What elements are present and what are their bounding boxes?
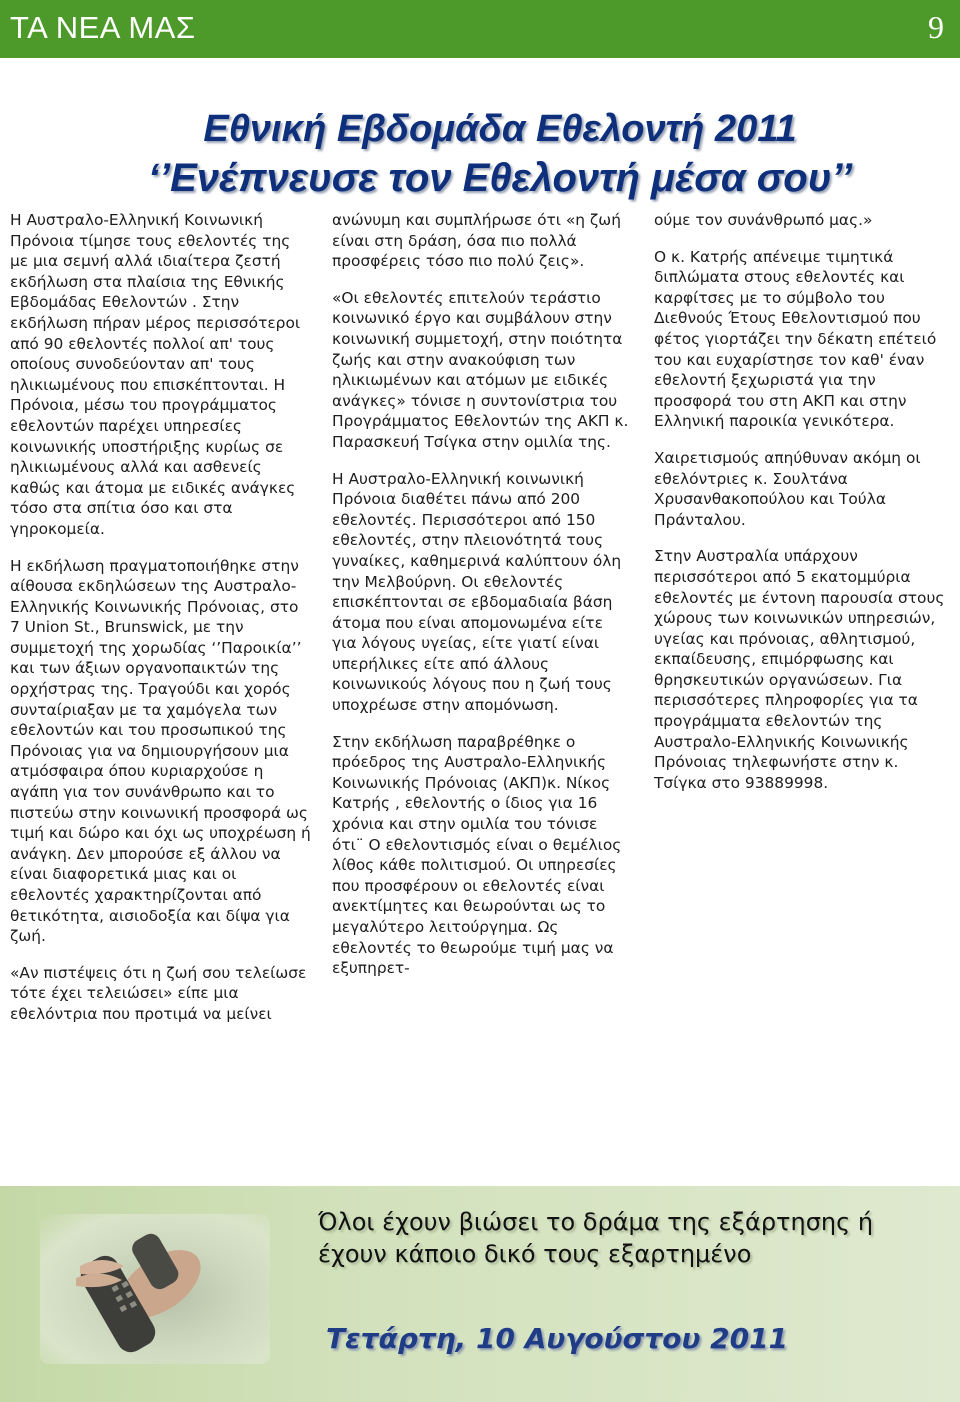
paragraph: Ο κ. Κατρής απένειμε τιμητικά διπλώματα στους εθελοντές και καρφίτσες με το σύμβολο του Διεθνούς Έτους Εθελοντισμού που φέτος γιορτάζει την δέκατη επέτειό του και ευχαρίστησε τον καθ' έναν εθελοντή ξεχωριστά για την προσφορά του στη ΑΚΠ και στην Ελληνική παροικία γενικότερα. [654,247,937,431]
banner-headline-line-2: έχουν κάποιο δικό τους εξαρτημένο [318,1240,752,1268]
article-column-1 [10,210,312,1041]
paragraph: Η εκδήλωση πραγματοποιήθηκε στην αίθουσα εκδηλώσεων της Αυστραλο-Ελληνικής Κοινωνικής Πρόνοιας, στο 7 Union St., Brunswick, με την συμμετοχή της χορωδίας ‘’Παροικία’’ και των άξιων οργανοπαικτών της ορχήστρας της. Τραγούδι και χορός συνταίριαξαν με τα χαμόγελα των εθελοντών και του προσωπικού της Πρόνοιας για να δημιουργήσουν μια ατμόσφαιρα όπου κυριαρχούσε η αγάπη για τον συνάνθρωπο και το πιστεύω στην κοινωνική προσφορά ως τιμή και δώρο και όχι ως υποχρέωση ή ανάγκη. Δεν μπορούσε εξ άλλου να είναι διαφορετικά μιας και οι εθελοντές χαρακτηρίζονται από θετικότητα, αισιοδοξία και δίψα για ζωή. [10,556,311,946]
article-subheadline: ‘’Ενέπνευσε τον Εθελοντή μέσα σου’’ [147,156,853,200]
article-column-3 [654,210,950,809]
paragraph: ανώνυμη και συμπλήρωσε ότι «η ζωή είναι στη δράση, όσα πιο πολλά προσφέρεις τόσο πιο πολύ ζεις». [332,211,621,271]
paragraph: «Οι εθελοντές επιτελούν τεράστιο κοινωνικό έργο και συμβάλουν στην κοινωνική συμμετοχή, στην ποιότητα ζωής και στην ανακούφιση των ηλικιωμένων και ατόμων με ειδικές ανάγκες» τόνισε η συντονίστρια του Προγράμματος Εθελοντών της ΑΚΠ κ. Παρασκευή Τσίγκα στην ομιλία της. [332,288,629,451]
article-column-2 [332,210,632,995]
banner-headline-line-1: Όλοι έχουν βιώσει το δράμα της εξάρτησης ή [318,1208,874,1236]
section-header-bar [0,0,960,58]
paragraph: Η Αυστραλο-Ελληνική κοινωνική Πρόνοια διαθέτει πάνω από 200 εθελοντές. Περισσότεροι από 150 εθελοντές, στην πλειονότητά τους γυναίκες, καθημερινά καλύπτουν όλη την Μελβούρνη. Οι εθελοντές επισκέπτονται σε εβδομαδιαία βάση άτομα που είναι απομονωμένα είτε για λόγους υγείας, είτε γιατί είναι υπερήλικες είτε από άλλους κοινωνικούς λόγους που η ζωή τους υποχρέωσε στην απομόνωση. [332,469,622,715]
paragraph: Στην εκδήλωση παραβρέθηκε ο πρόεδρος της Αυστραλο-Ελληνικής Κοινωνικής Πρόνοιας (ΑΚΠ)κ. Νίκος Κατρής , εθελοντής ο ίδιος για 16 χρόνια και στην ομιλία του τόνισε ότι¨ Ο εθελοντισμός είναι ο θεμέλιος λίθος κάθε πολιτισμού. Οι υπηρεσίες που προσφέρουν οι εθελοντές είναι ανεκτίμητες και θεωρούνται ως το μεγαλύτερο λειτούργημα. Ως εθελοντές το θεωρούμε τιμή μας να εξυπηρετ- [332,732,622,978]
paragraph: ούμε τον συνάνθρωπό μας.» [654,211,873,229]
banner-date: Τετάρτη, 10 Αυγούστου 2011 [326,1322,789,1355]
paragraph: Στην Αυστραλία υπάρχουν περισσότεροι από 5 εκατομμύρια εθελοντές με έντονη παρουσία στους χώρους των κοινωνικών υπηρεσιών, υγείας και πρόνοιας, αθλητισμού, εκπαίδευσης, επιμόρφωσης και θρησκευτικών οργανώσεων. Για περισσότερες πληροφορίες για τα προγράμματα εθελοντών της Αυστραλο-Ελληνικής Κοινωνικής Πρόνοιας τηλεφωνήστε στην κ. Τσίγκα στο 93889998. [654,547,945,792]
paragraph: «Αν πιστέψεις ότι η ζωή σου τελείωσε τότε έχει τελειώσει» είπε μια εθελόντρια που προτιμά να μείνει [10,963,307,1023]
telephone-handset-icon [40,1214,270,1364]
section-title: ΤΑ ΝΕΑ ΜΑΣ [10,10,196,45]
page-number: 9 [928,9,944,45]
paragraph: Χαιρετισμούς απηύθυναν ακόμη οι εθελόντριες κ. Σουλτάνα Χρυσανθακοπούλου και Τούλα Πράνταλου. [654,448,921,529]
article-headline: Εθνική Εβδομάδα Εθελοντή 2011 [203,108,797,150]
advert-banner [0,1186,960,1402]
paragraph: Η Αυστραλο-Ελληνική Κοινωνική Πρόνοια τίμησε τους εθελοντές της με μια σεμνή αλλά ιδιαίτερα ζεστή εκδήλωση στα πλαίσια της Εθνικής Εβδομάδας Εθελοντών . Στην εκδήλωση πήραν μέρος περισσότεροι από 90 εθελοντές πολλοί απ' τους οποίους συνοδεύονταν απ' τους ηλικιωμένους που επισκέπτονται. Η Πρόνοια, μέσω του προγράμματος εθελοντών παρέχει υπηρεσίες κοινωνικής υποστήριξης κυρίως σε ηλικιωμένους αλλά και ασθενείς καθώς και άτομα με ειδικές ανάγκες τόσο στα σπίτια όσο και στα γηροκομεία. [10,211,301,538]
